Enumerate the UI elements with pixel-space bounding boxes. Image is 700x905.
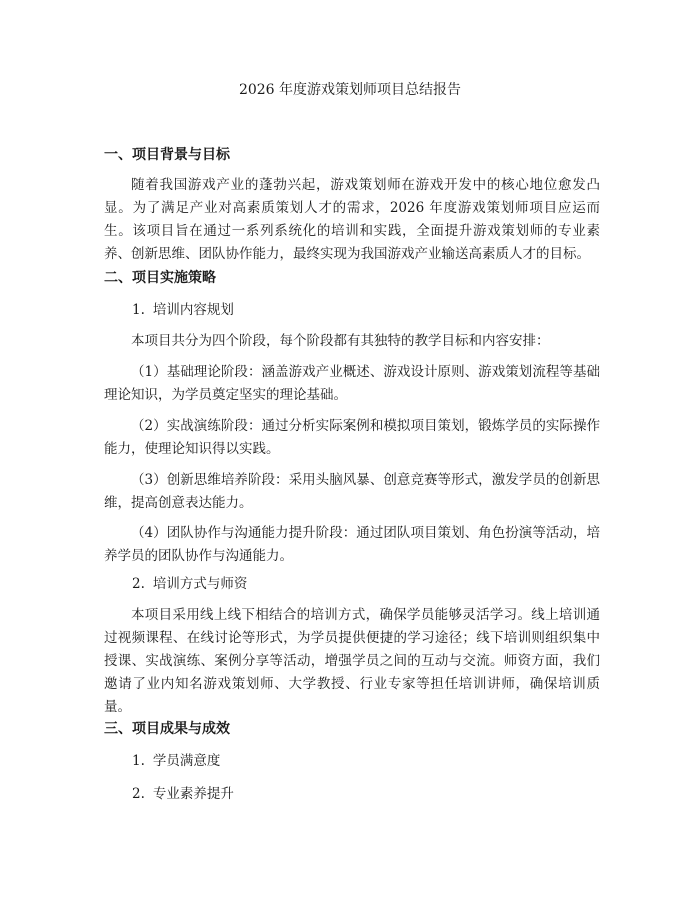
- list-item-training-method: [132, 574, 592, 594]
- document-title: 2026 年度游戏策划师项目总结报告: [238, 82, 462, 98]
- list-item-training-content: [132, 300, 592, 320]
- stage-paragraph-2: （2）实战演练阶段：通过分析实际案例和模拟项目策划，锻炼学员的实际操作能力，使理论知识得以实践。: [104, 418, 600, 457]
- list-item-professional-growth: [132, 784, 592, 804]
- list-number: 1.: [132, 302, 145, 318]
- list-number: 1.: [132, 753, 145, 769]
- section-paragraph-background: 随着我国游戏产业的蓬勃兴起，游戏策划师在游戏开发中的核心地位愈发凸显。为了满足产业对高素质策划人才的需求，2026 年度游戏策划师项目应运而生。该项目旨在通过一系列系统化的培训和实践，全面提升游戏策划师的专业素养、创新思维、团队协作能力，最终实现为我国游戏产业输送高素质人才的目标。: [104, 177, 600, 262]
- list-label: 学员满意度: [152, 753, 221, 769]
- list-label: 培训方式与师资: [152, 576, 248, 592]
- list-number: 2.: [132, 576, 145, 592]
- list-label: 培训内容规划: [152, 302, 234, 318]
- section-heading-results: 三、项目成果与成效: [104, 721, 230, 737]
- list-number: 2.: [132, 786, 145, 802]
- list-item-satisfaction: [132, 751, 592, 771]
- stage-paragraph-1: （1）基础理论阶段：涵盖游戏产业概述、游戏设计原则、游戏策划流程等基础理论知识，为学员奠定坚实的理论基础。: [104, 364, 600, 403]
- stages-intro: 本项目共分为四个阶段，每个阶段都有其独特的教学目标和内容安排：: [131, 333, 550, 349]
- section-heading-strategy: 二、项目实施策略: [104, 270, 216, 286]
- stage-paragraph-4: （4）团队协作与沟通能力提升阶段：通过团队项目策划、角色扮演等活动，培养学员的团队协作与沟通能力。: [104, 525, 600, 564]
- stage-paragraph-3: （3）创新思维培养阶段：采用头脑风暴、创意竞赛等形式，激发学员的创新思维，提高创意表达能力。: [104, 472, 600, 511]
- section-paragraph-method: 本项目采用线上线下相结合的培训方式，确保学员能够灵活学习。线上培训通过视频课程、在线讨论等形式，为学员提供便捷的学习途径；线下培训则组织集中授课、实战演练、案例分享等活动，增强学员之间的互动与交流。师资方面，我们邀请了业内知名游戏策划师、大学教授、行业专家等担任培训讲师，确保培训质量。: [104, 607, 600, 715]
- list-label: 专业素养提升: [152, 786, 234, 802]
- section-heading-background: 一、项目背景与目标: [104, 147, 230, 163]
